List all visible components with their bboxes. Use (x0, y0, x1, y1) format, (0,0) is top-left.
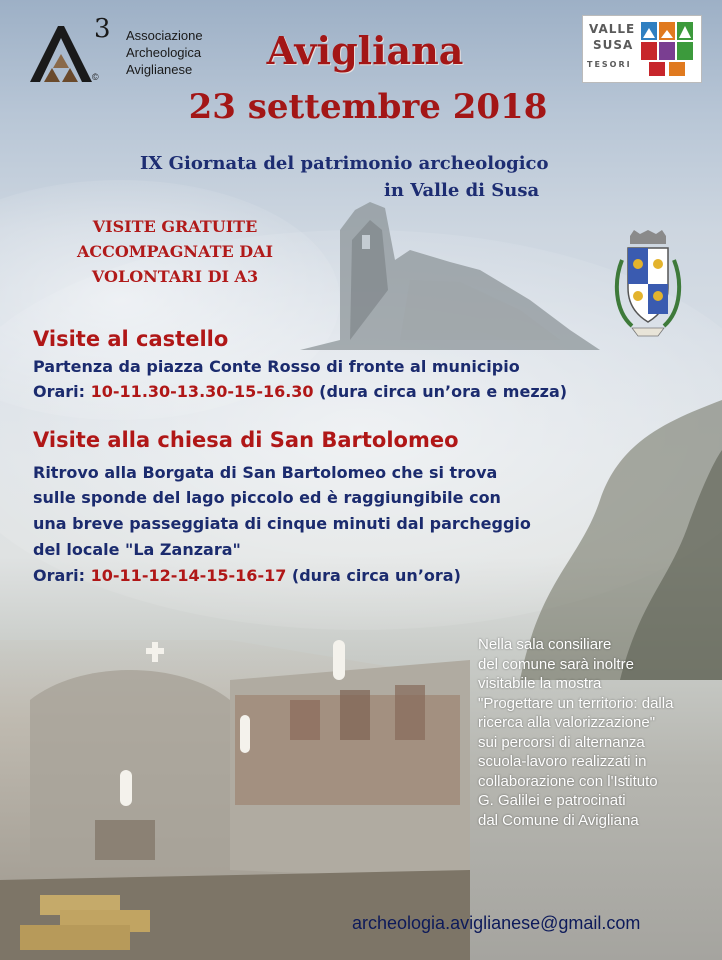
exhibition-line: Nella sala consiliare (478, 636, 612, 653)
times-label: Orari: (33, 382, 91, 401)
times-label: Orari: (33, 566, 91, 585)
event-subtitle-line1: IX Giornata del patrimonio archeologico (140, 153, 549, 174)
free-visits-line: ACCOMPAGNATE DAI (76, 242, 274, 261)
exhibition-line: visitabile la mostra (478, 675, 602, 692)
association-name-line: Aviglianese (126, 62, 193, 77)
city-title: Avigliana (266, 28, 464, 73)
exhibition-line: del comune sarà inoltre (478, 655, 634, 673)
church-times: 10-11-12-14-15-16-17 (90, 566, 287, 585)
castle-meeting-point: Partenza da piazza Conte Rosso di fronte al municipio (33, 357, 520, 376)
free-visits-line: VISITE GRATUITE (92, 217, 258, 236)
church-description-line: sulle sponde del lago piccolo ed è raggiungibile con (33, 488, 501, 507)
logo-copyright: © (92, 72, 99, 82)
church-duration: (dura circa un’ora) (286, 566, 461, 585)
church-description-line: del locale "La Zanzara" (33, 540, 241, 559)
church-description-line: una breve passeggiata di cinque minuti dal parcheggio (33, 514, 531, 533)
exhibition-line: dal Comune di Avigliana (478, 811, 639, 829)
logo-superscript: 3 (94, 14, 111, 44)
exhibition-notice (478, 635, 718, 830)
exhibition-line: G. Galilei e patrocinati (478, 792, 626, 809)
sponsor-logo-word: VALLE (589, 22, 636, 36)
exhibition-line: ricerca alla valorizzazione" (478, 714, 656, 731)
event-date: 23 settembre 2018 (188, 87, 548, 127)
church-interior-image (0, 620, 470, 960)
castle-duration: (dura circa un’ora e mezza) (313, 382, 568, 401)
free-visits-notice (40, 214, 310, 289)
contact-email: archeologia.aviglianese@gmail.com (352, 913, 641, 933)
exhibition-line: collaborazione con l'Istituto (478, 772, 658, 790)
municipal-coat-of-arms (608, 230, 688, 340)
exhibition-line: "Progettare un territorio: dalla (478, 694, 674, 712)
sponsor-logo-word: TESORI (587, 60, 632, 69)
event-subtitle-line2: in Valle di Susa (384, 180, 540, 201)
castle-ruins-image (300, 190, 600, 350)
association-name-line: Associazione (126, 28, 203, 43)
church-times-line (33, 566, 461, 585)
association-name-line: Archeologica (126, 45, 202, 60)
free-visits-line: VOLONTARI DI A3 (91, 267, 259, 286)
castle-visit-heading: Visite al castello (33, 327, 229, 351)
castle-times-line (33, 382, 567, 401)
church-description-line: Ritrovo alla Borgata di San Bartolomeo che si trova (33, 463, 498, 482)
sponsor-logo-word: SUSA (593, 38, 634, 52)
castle-times: 10-11.30-13.30-15-16.30 (90, 382, 314, 401)
exhibition-line: scuola-lavoro realizzati in (478, 753, 647, 770)
exhibition-line: sui percorsi di alternanza (478, 733, 645, 751)
church-visit-heading: Visite alla chiesa di San Bartolomeo (33, 428, 459, 452)
